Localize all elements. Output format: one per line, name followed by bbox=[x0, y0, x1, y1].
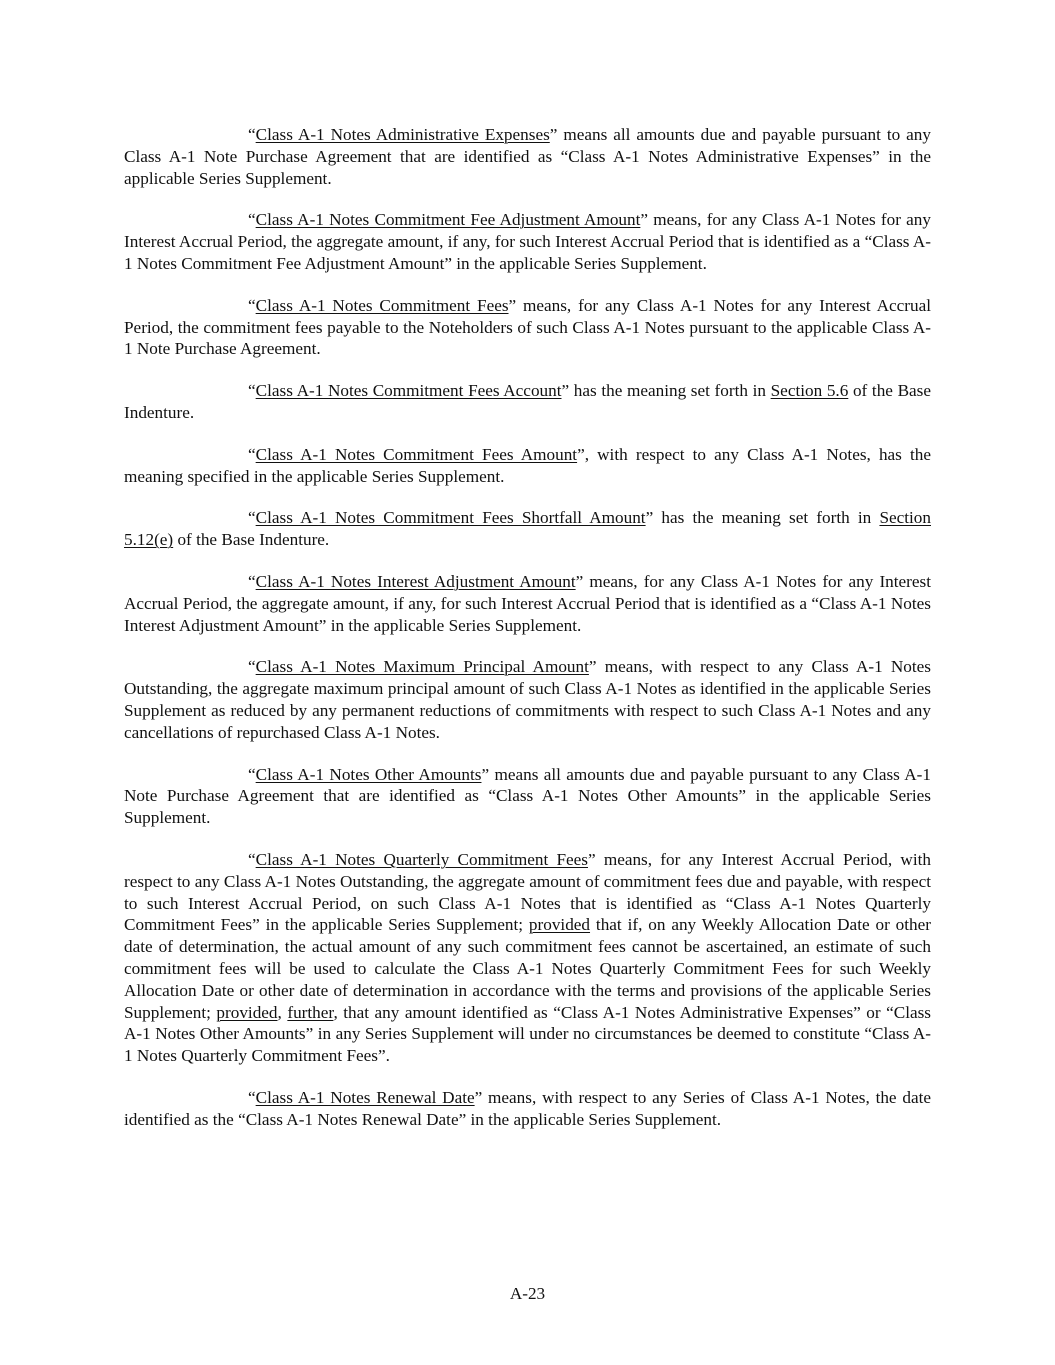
open-quote: “ bbox=[248, 849, 256, 869]
definition-paragraph bbox=[124, 507, 931, 551]
open-quote: “ bbox=[248, 210, 256, 230]
definition-text: ” means all amounts due and payable pursuant to any Class A-1 Note Purchase Agreement that are identified as “Class A-1 Notes Administrative Expenses” in the applicable Series Supplement. bbox=[124, 125, 931, 188]
defined-term: Class A-1 Notes Commitment Fees Account bbox=[255, 381, 562, 401]
document-body bbox=[124, 124, 931, 1150]
separator: , bbox=[277, 1002, 288, 1022]
defined-term: Class A-1 Notes Maximum Principal Amount bbox=[255, 657, 589, 677]
definition-paragraph bbox=[124, 209, 931, 274]
proviso-word: provided bbox=[528, 915, 591, 935]
definition-text: of the Base Indenture. bbox=[173, 530, 330, 550]
defined-term: Class A-1 Notes Other Amounts bbox=[255, 764, 482, 784]
definition-paragraph bbox=[124, 295, 931, 360]
defined-term: Class A-1 Notes Renewal Date bbox=[255, 1087, 475, 1107]
page-number: A-23 bbox=[509, 1284, 546, 1303]
definition-text: ” means, for any Class A-1 Notes for any Interest Accrual Period, the commitment fees payable to the Noteholders of such Class A-1 Notes pursuant to the applicable Class A-1 Note Purchase Agreement. bbox=[124, 295, 931, 359]
section-reference: Section 5.12(e) bbox=[124, 508, 931, 550]
definition-text: of the Base Indenture. bbox=[124, 381, 931, 422]
definition-text: ” means, with respect to any Series of Class A-1 Notes, the date identified as the “Class A-1 Notes Renewal Date” in the applicable Series Supplement. bbox=[124, 1087, 932, 1129]
open-quote: “ bbox=[248, 381, 256, 401]
definition-text: ” means, for any Class A-1 Notes for any Interest Accrual Period, the aggregate amount, if any, for such Interest Accrual Period that is identified as a “Class A-1 Notes Interest Adjustment Amount” in the applicable Series Supplement. bbox=[124, 571, 931, 635]
proviso-word: further bbox=[287, 1002, 334, 1022]
open-quote: “ bbox=[248, 657, 256, 677]
definition-paragraph bbox=[124, 1087, 931, 1131]
open-quote: “ bbox=[248, 125, 256, 144]
definition-text: ” means all amounts due and payable pursuant to any Class A-1 Note Purchase Agreement that are identified as “Class A-1 Notes Other Amounts” in the applicable Series Supplement. bbox=[124, 764, 931, 828]
defined-term: Class A-1 Notes Commitment Fees Amount bbox=[255, 444, 578, 464]
definition-text: ” has the meaning set forth in bbox=[561, 381, 771, 401]
proviso-word: provided bbox=[216, 1002, 278, 1022]
definition-paragraph bbox=[124, 849, 931, 1067]
section-reference: Section 5.6 bbox=[770, 381, 849, 401]
open-quote: “ bbox=[248, 508, 256, 528]
defined-term: Class A-1 Notes Administrative Expenses bbox=[255, 125, 550, 144]
defined-term: Class A-1 Notes Commitment Fees Shortfall Amount bbox=[255, 508, 646, 528]
open-quote: “ bbox=[248, 1087, 256, 1107]
definition-text: that if, on any Weekly Allocation Date or other date of determination, the actual amount of any such commitment fees cannot be ascertained, an estimate of such commitment fees will be used to calculate the Class A-1 Notes Quarterly Commitment Fees for such Weekly Allocation Date or other date of determination in accordance with the terms and provisions of the applicable Series Supplement; bbox=[124, 915, 931, 1022]
definition-text: ” means, with respect to any Class A-1 Notes Outstanding, the aggregate maximum principal amount of such Class A-1 Notes as identified in the applicable Series Supplement as reduced by any permanent reductions of commitments with respect to such Class A-1 Notes and any cancellations of repurchased Class A-1 Notes. bbox=[124, 657, 931, 742]
open-quote: “ bbox=[248, 295, 256, 315]
open-quote: “ bbox=[248, 444, 256, 464]
defined-term: Class A-1 Notes Interest Adjustment Amount bbox=[255, 571, 576, 591]
definition-paragraph bbox=[124, 571, 931, 636]
definition-text: ”, with respect to any Class A-1 Notes, has the meaning specified in the applicable Series Supplement. bbox=[124, 444, 931, 486]
definition-paragraph bbox=[124, 444, 931, 488]
definition-text: , that any amount identified as “Class A-1 Notes Administrative Expenses” or “Class A-1 Notes Other Amounts” in any Series Supplement will under no circumstances be deemed to constitute “Class A-1 Notes Quarterly Commitment Fees”. bbox=[124, 1002, 931, 1066]
open-quote: “ bbox=[248, 571, 256, 591]
defined-term: Class A-1 Notes Commitment Fees bbox=[255, 295, 509, 315]
definition-text: ” means, for any Interest Accrual Period, with respect to any Class A-1 Notes Outstanding, the aggregate amount of commitment fees due and payable, with respect to such Interest Accrual Period, on such Class A-1 Notes that is identified as “Class A-1 Notes Quarterly Commitment Fees” in the applicable Series Supplement; bbox=[124, 849, 931, 935]
definition-paragraph bbox=[124, 124, 931, 189]
definition-paragraph bbox=[124, 656, 931, 743]
open-quote: “ bbox=[248, 764, 256, 784]
definition-text: ” means, for any Class A-1 Notes for any Interest Accrual Period, the aggregate amount, if any, for such Interest Accrual Period that is identified as a “Class A-1 Notes Commitment Fee Adjustment Amount” in the applicable Series Supplement. bbox=[124, 210, 931, 273]
defined-term: Class A-1 Notes Quarterly Commitment Fees bbox=[255, 849, 588, 869]
definition-paragraph bbox=[124, 764, 931, 829]
defined-term: Class A-1 Notes Commitment Fee Adjustment Amount bbox=[255, 210, 641, 230]
definition-paragraph bbox=[124, 380, 931, 424]
definition-text: ” has the meaning set forth in bbox=[645, 508, 880, 528]
